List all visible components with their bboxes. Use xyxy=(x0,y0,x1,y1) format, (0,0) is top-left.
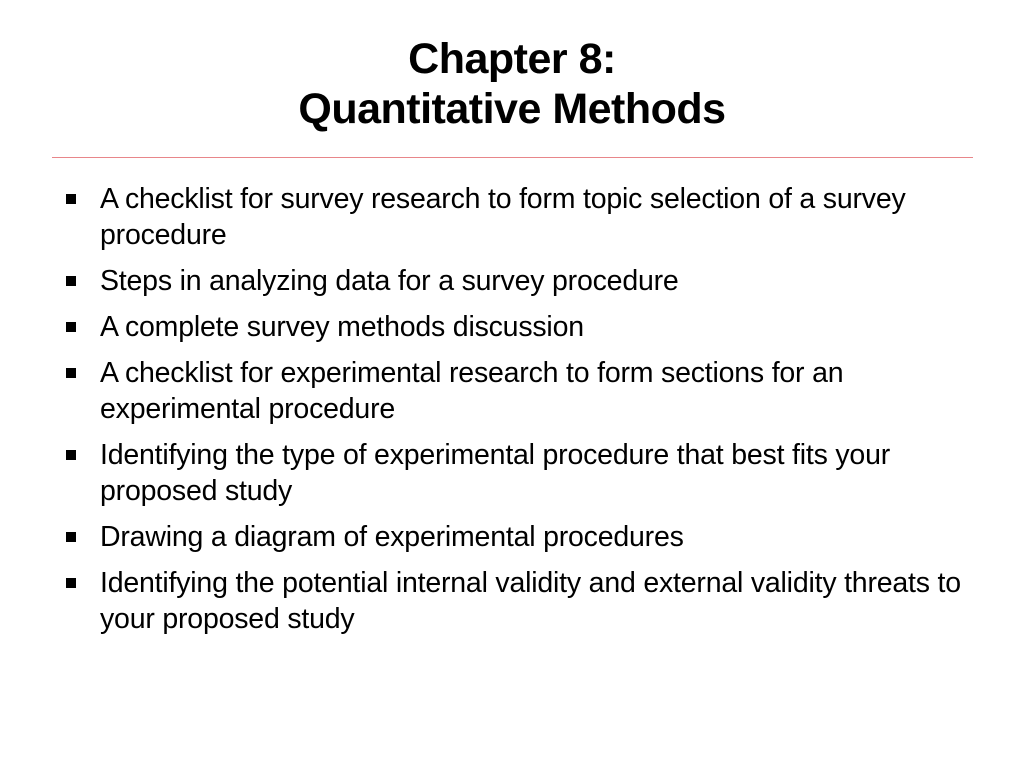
title-divider xyxy=(52,157,973,158)
bullet-item xyxy=(62,519,962,555)
bullet-item xyxy=(62,263,962,299)
title-line-chapter: Chapter 8: xyxy=(408,35,616,83)
bullet-text: Identifying the type of experimental procedure that best fits your proposed study xyxy=(100,439,891,507)
bullet-text: Steps in analyzing data for a survey procedure xyxy=(100,265,679,297)
bullet-text: Identifying the potential internal validity and external validity threats to your proposed study xyxy=(100,567,961,635)
bullet-list xyxy=(62,181,962,647)
bullet-item xyxy=(62,355,962,427)
bullet-text: A complete survey methods discussion xyxy=(100,311,584,343)
square-bullet-icon xyxy=(66,578,76,588)
square-bullet-icon xyxy=(66,368,76,378)
slide-title xyxy=(52,34,972,134)
bullet-item xyxy=(62,181,962,253)
bullet-item xyxy=(62,309,962,345)
bullet-text: A checklist for experimental research to form sections for an experimental procedure xyxy=(100,357,844,425)
bullet-item xyxy=(62,437,962,509)
square-bullet-icon xyxy=(66,532,76,542)
square-bullet-icon xyxy=(66,276,76,286)
bullet-text: Drawing a diagram of experimental procedures xyxy=(100,521,684,553)
square-bullet-icon xyxy=(66,194,76,204)
square-bullet-icon xyxy=(66,322,76,332)
bullet-text: A checklist for survey research to form topic selection of a survey procedure xyxy=(100,183,906,251)
bullet-item xyxy=(62,565,962,637)
title-line-topic: Quantitative Methods xyxy=(298,85,726,133)
square-bullet-icon xyxy=(66,450,76,460)
